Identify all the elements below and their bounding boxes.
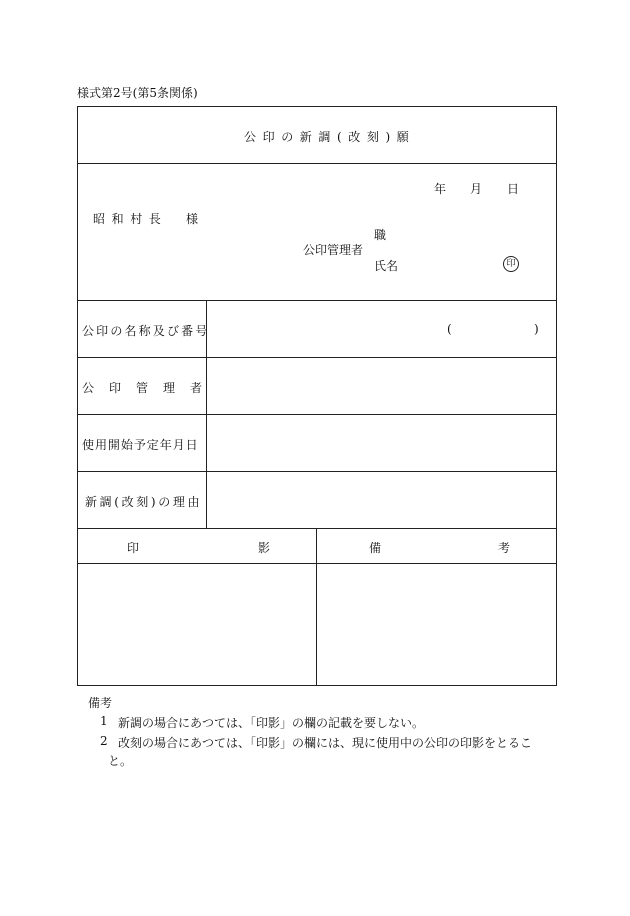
title-divider [77,163,557,164]
form-number: 様式第2号(第5条関係) [77,86,198,100]
bottom-column-divider [316,528,317,686]
row-divider-2 [77,414,557,415]
name-label: 氏名 [374,259,399,273]
seal-mark: 印 [503,256,519,272]
position-label: 職 [374,228,387,242]
row-label-start-date: 使用開始予定年月日 [82,438,199,452]
note-2-text: 改刻の場合にあつては、「印影」の欄には、現に使用中の公印の印影をとるこ [118,736,533,750]
addressee: 昭和村長 様 [93,212,205,226]
seal-number-paren-close: ) [534,322,539,336]
seal-manager-label: 公印管理者 [303,243,364,257]
date-day-label: 日 [507,182,520,196]
notes-title: 備考 [88,696,113,710]
note-1-text: 新調の場合にあつては、「印影」の欄の記載を要しない。 [118,716,425,730]
date-month-label: 月 [470,182,483,196]
row-divider-4 [77,528,557,529]
note-2-number: 2 [100,734,108,748]
bottom-header-divider [77,563,557,564]
imprint-header-char-2: 影 [258,541,271,555]
row-label-seal-name: 公印の名称及び番号 [82,324,210,338]
note-1-number: 1 [100,714,108,728]
row-divider-3 [77,471,557,472]
row-label-seal-manager: 公印管理者 [82,381,218,395]
form-title: 公印の新調(改刻)願 [244,130,416,144]
remarks-header-char-1: 備 [369,541,382,555]
row-divider-1 [77,357,557,358]
note-2-continuation: と。 [108,754,133,768]
seal-number-paren-open: ( [447,322,452,336]
remarks-header-char-2: 考 [498,541,511,555]
row-label-reason: 新調(改刻)の理由 [85,495,203,509]
form-frame [77,106,557,686]
imprint-header-char-1: 印 [127,541,140,555]
date-year-label: 年 [434,182,447,196]
header-divider [77,300,557,301]
